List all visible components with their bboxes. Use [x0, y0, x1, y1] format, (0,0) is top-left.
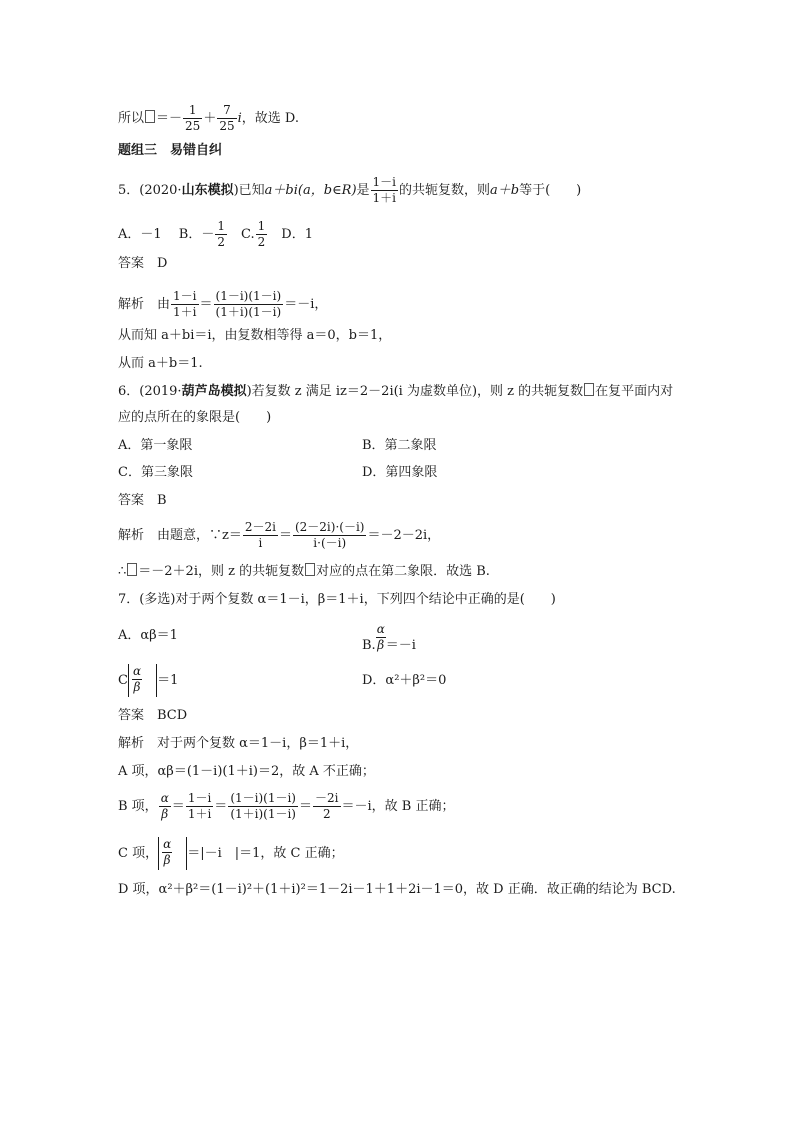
question-7: 7．(多选)对于两个复数 α＝1－i，β＝1＋i，下列四个结论中正确的是( ) [118, 592, 556, 607]
option-7c: C $\frac{\alpha}{\beta}$ ＝1 [118, 664, 178, 697]
question-5-solution: 解析 由 $\frac{1-i}{1+i}$ ＝ $\frac{(1-i)(1-i)}{(1+i)(1-i)}$ ＝－i， [118, 289, 328, 319]
option-7a: A．αβ＝1 [118, 628, 178, 643]
option-6a: A．第一象限 [118, 438, 193, 453]
question-5: 5．(2020·山东模拟)已知a＋bi(a，b∈R)是 $\frac{1-i}{1+i}$ 的共轭复数，则a＋b等于( ) [118, 175, 582, 205]
text-tail: ，故选 D. [241, 111, 300, 126]
text-prefix: 所以 [118, 111, 145, 126]
question-7-solution-b: B 项， $\frac{\alpha}{\beta}$ ＝ $\frac{1-i}{1+i}$ ＝ $\frac{(1-i)(1-i)}{(1+i)(1-i)}$ ＝ $\frac{-2i}{2}$ ＝－i，故 B 正确； [118, 791, 455, 821]
conjugate-placeholder-glyph [145, 110, 155, 123]
question-6-solution: 解析 由题意，∵z＝ $\frac{2-2i}{i}$ ＝ $\frac{(2-2i)\cdot(-i)}{i\cdot(-i)}$ ＝－2－2i， [118, 520, 441, 550]
option-6d: D．第四象限 [362, 465, 438, 480]
text-i: i [237, 111, 242, 126]
question-6: 6．(2019·葫芦岛模拟)若复数 z 满足 iz＝2－2i(i 为虚数单位)，则 z 的共轭复数 在复平面内对 [118, 384, 674, 399]
question-7-solution-d: D 项，α²＋β²＝(1－i)²＋(1＋i)²＝1－2i－1＋1＋2i－1＝0，故 D 正确．故正确的结论为 BCD. [118, 882, 676, 897]
conjugate-placeholder-glyph [127, 563, 137, 576]
conjugate-placeholder-glyph [584, 383, 594, 396]
question-6-cont: 应的点所在的象限是( ) [118, 410, 272, 425]
question-5-options: A．－1 B．－ $\frac{1}{2}$ C. $\frac{1}{2}$ D．1 [118, 219, 313, 249]
fraction-7-25: $\frac{7}{25}$ [219, 103, 235, 133]
question-5-answer: 答案 D [118, 256, 168, 271]
fraction-1-25: $\frac{1}{25}$ [185, 103, 201, 133]
conjugate-placeholder-glyph [305, 563, 315, 576]
question-5-solution-2: 从而知 a＋bi＝i，由复数相等得 a＝0，b＝1， [118, 328, 392, 343]
option-7d: D．α²＋β²＝0 [362, 673, 447, 688]
option-6c: C．第三象限 [118, 465, 193, 480]
question-6-solution-2: ∴ ＝－2＋2i，则 z 的共轭复数 对应的点在第二象限．故选 B. [118, 564, 490, 579]
text-plus: ＋ [203, 111, 217, 126]
option-6b: B．第二象限 [362, 438, 437, 453]
question-7-answer: 答案 BCD [118, 708, 188, 723]
question-7-solution-a: A 项，αβ＝(1－i)(1＋i)＝2，故 A 不正确； [118, 764, 375, 779]
text-eq: ＝－ [156, 111, 183, 126]
fraction-q5: $\frac{1-i}{1+i}$ [372, 175, 397, 205]
option-7b: B. $\frac{\alpha}{\beta}$ ＝－i [362, 622, 416, 653]
conclusion-line [118, 103, 299, 134]
question-6-answer: 答案 B [118, 493, 167, 508]
question-5-solution-3: 从而 a＋b＝1. [118, 356, 203, 371]
question-7-solution-c: C 项， $\frac{\alpha}{\beta}$ ＝|－i |＝1，故 C 正确； [118, 837, 344, 870]
question-7-solution-intro: 解析 对于两个复数 α＝1－i，β＝1＋i， [118, 736, 359, 751]
section-heading: 题组三 易错自纠 [118, 143, 223, 158]
